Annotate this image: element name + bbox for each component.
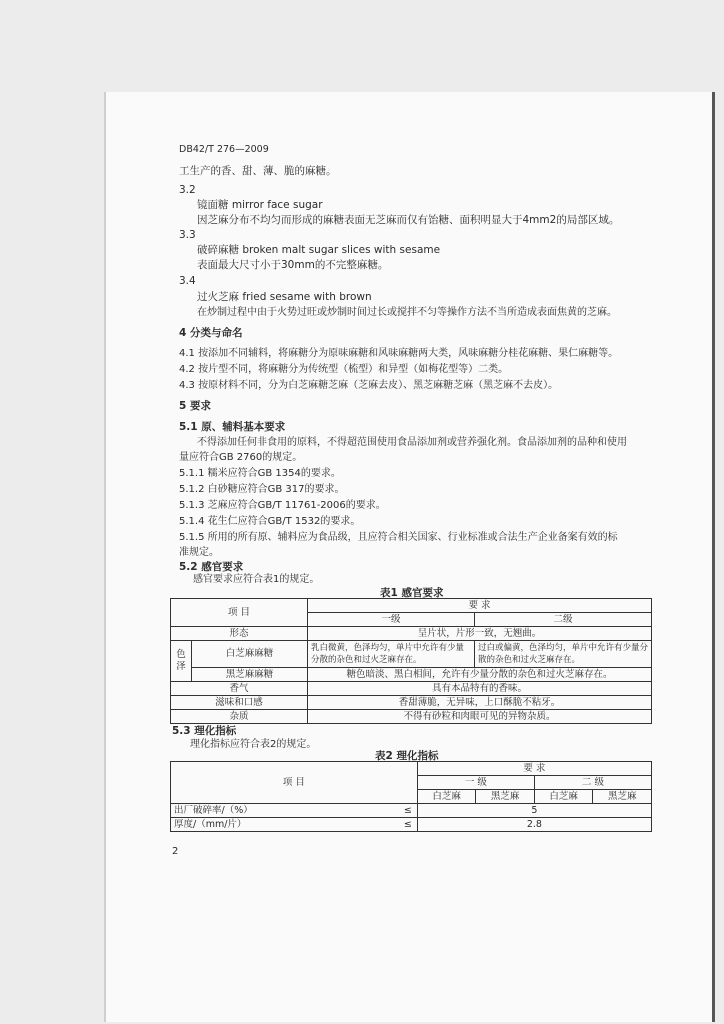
clause: 5.1.5 所用的所有原、辅料应为食品级，且应符合相关国家、行业标准或合法生产企业备案有效的标 (179, 532, 618, 543)
clause-num: 3.3 (179, 229, 196, 241)
para: 不得添加任何非食用的原料，不得超范围使用食品添加剂或营养强化剂。食品添加剂的品种和使用 (197, 437, 627, 448)
subsection-title: 5.1 原、辅料基本要求 (179, 421, 286, 433)
table-cell: 乳白微黄，色泽均匀，单片中允许有少量分散的杂色和过火芝麻存在。 (308, 641, 475, 668)
subsection-title: 5.3 理化指标 (172, 725, 237, 737)
table-header: 一 级 (417, 776, 534, 790)
term: 镜面糖 mirror face sugar (197, 199, 323, 211)
term: 破碎麻糖 broken malt sugar slices with sesame (197, 244, 441, 256)
table-header: 项 目 (171, 599, 308, 627)
definition: 在炒制过程中由于火势过旺或炒制时间过长或搅拌不匀等操作方法不当所造成表面焦黄的芝麻。 (197, 307, 617, 318)
table-cell: 糖色暗淡、黑白相间，允许有少量分散的杂色和过火芝麻存在。 (308, 668, 652, 682)
table-header: 白芝麻 (534, 790, 593, 804)
table-header: 二 级 (534, 776, 651, 790)
table-header: 黑芝麻 (593, 790, 652, 804)
table-cell: ≤ (399, 804, 418, 818)
para: 量应符合GB 2760的规定。 (179, 452, 303, 463)
table-cell: 滋味和口感 (171, 696, 308, 710)
page-edge (712, 92, 715, 1022)
table-cell: 形态 (171, 627, 308, 641)
table-cell: 不得有砂粒和肉眼可见的异物杂质。 (308, 710, 652, 724)
table-cell: 香气 (171, 682, 308, 696)
subsection-title: 5.2 感官要求 (179, 561, 244, 573)
table-cell: ≤ (399, 818, 418, 832)
table-cell: 色 泽 (171, 641, 192, 682)
doc-header: DB42/T 276—2009 (179, 144, 269, 155)
table-cell: 出厂破碎率/（%） (171, 804, 399, 818)
clause: 准规定。 (179, 547, 219, 558)
table-sensory (170, 598, 652, 724)
clause: 5.1.2 白砂糖应符合GB 317的要求。 (179, 484, 345, 495)
definition: 表面最大尺寸小于30mm的不完整麻糖。 (197, 259, 389, 271)
table-header: 一级 (308, 613, 475, 627)
clause: 5.1.1 糯米应符合GB 1354的要求。 (179, 468, 341, 479)
table-caption: 表2 理化指标 (375, 750, 439, 762)
table-cell: 5 (417, 804, 651, 818)
para: 工生产的香、甜、薄、脆的麻糖。 (179, 165, 337, 177)
table-header: 要 求 (308, 599, 652, 613)
para: 感官要求应符合表1的规定。 (193, 574, 320, 585)
clause-num: 3.4 (179, 275, 196, 287)
table-cell: 香甜薄脆，无异味，上口酥脆不粘牙。 (308, 696, 652, 710)
table-cell: 过白或偏黄，色泽均匀，单片中允许有少量分散的杂色和过火芝麻存在。 (475, 641, 652, 668)
table-header: 要 求 (417, 762, 651, 776)
definition: 因芝麻分布不均匀而形成的麻糖表面无芝麻而仅有饴糖、面积明显大于4mm2的局部区域。 (197, 214, 620, 226)
table-cell: 白芝麻麻糖 (192, 641, 308, 668)
table-cell: 具有本品特有的香味。 (308, 682, 652, 696)
page-number: 2 (172, 846, 179, 857)
table-cell: 厚度/（mm/片） (171, 818, 399, 832)
table-cell: 呈片状，片形一致，无翘曲。 (308, 627, 652, 641)
term: 过火芝麻 fried sesame with brown (197, 291, 372, 303)
section-title: 5 要求 (179, 400, 211, 412)
clause-num: 3.2 (179, 184, 196, 196)
table-cell: 黑芝麻麻糖 (192, 668, 308, 682)
table-cell: 2.8 (417, 818, 651, 832)
clause: 5.1.4 花生仁应符合GB/T 1532的要求。 (179, 516, 361, 527)
table-physchem (170, 761, 652, 832)
clause: 4.2 按片型不同，将麻糖分为传统型（梳型）和异型（如梅花型等）二类。 (179, 364, 509, 375)
table-header: 白芝麻 (417, 790, 476, 804)
table-header: 项 目 (171, 762, 418, 804)
clause: 4.3 按原材料不同，分为白芝麻糖芝麻（芝麻去皮）、黑芝麻糖芝麻（黑芝麻不去皮）。 (179, 380, 559, 391)
table-header: 黑芝麻 (476, 790, 535, 804)
clause: 5.1.3 芝麻应符合GB/T 11761-2006的要求。 (179, 500, 386, 511)
table-caption: 表1 感官要求 (380, 587, 444, 599)
table-header: 二级 (475, 613, 652, 627)
table-cell: 杂质 (171, 710, 308, 724)
para: 理化指标应符合表2的规定。 (190, 739, 317, 750)
section-title: 4 分类与命名 (179, 327, 243, 339)
clause: 4.1 按添加不同辅料，将麻糖分为原味麻糖和风味麻糖两大类，风味麻糖分桂花麻糖、果仁麻糖等。 (179, 348, 619, 359)
